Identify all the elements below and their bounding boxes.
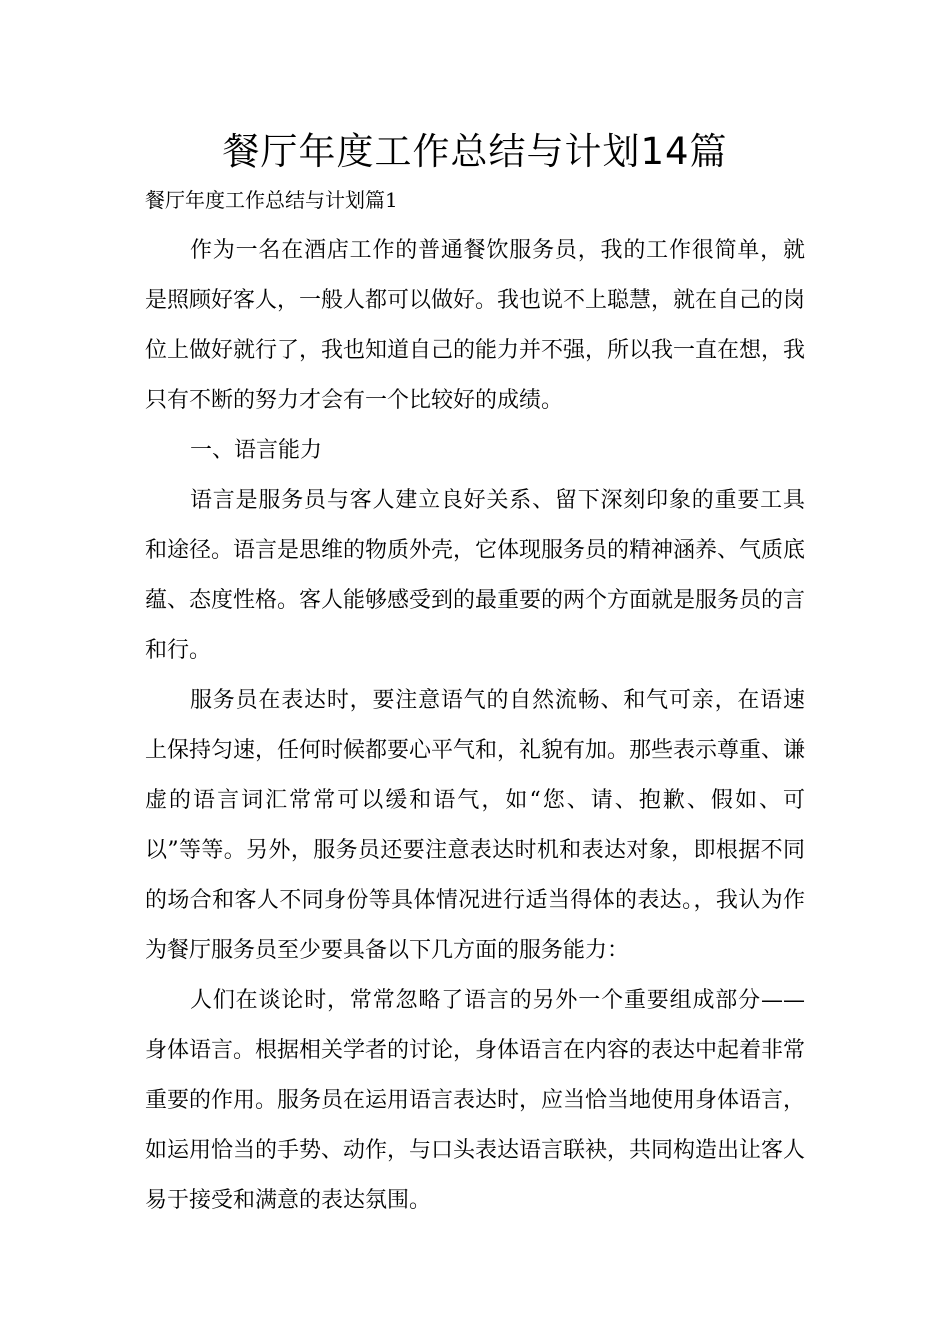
document-title: 餐厅年度工作总结与计划14篇 — [222, 130, 728, 173]
section-heading-language-ability: 一、语言能力 — [190, 438, 323, 463]
paragraph-expression-tone: 服务员在表达时，要注意语气的自然流畅、和气可亲，在语速上保持匀速，任何时候都要心平气和，礼貌有加。那些表示尊重、谦虚的语言词汇常常可以缓和语气，如“您、请、抱歉、假如、可以”等等。另外，服务员还要注意表达时机和表达对象，即根据不同的场合和客人不同身份等具体情况进行适当得体的表达。，我认为作为餐厅服务员至少要具备以下几方面的服务能力： — [145, 688, 806, 963]
document-subtitle: 餐厅年度工作总结与计划篇1 — [145, 188, 398, 212]
document-body — [145, 226, 805, 1226]
paragraph-intro: 作为一名在酒店工作的普通餐饮服务员，我的工作很简单，就是照顾好客人，一般人都可以做好。我也说不上聪慧，就在自己的岗位上做好就行了，我也知道自己的能力并不强，所以我一直在想，我只有不断的努力才会有一个比较好的成绩。 — [145, 238, 806, 413]
paragraph-body-language: 人们在谈论时，常常忽略了语言的另外一个重要组成部分——身体语言。根据相关学者的讨论，身体语言在内容的表达中起着非常重要的作用。服务员在运用语言表达时，应当恰当地使用身体语言，如运用恰当的手势、动作，与口头表达语言联袂，共同构造出让客人易于接受和满意的表达氛围。 — [145, 988, 806, 1213]
paragraph-language-importance: 语言是服务员与客人建立良好关系、留下深刻印象的重要工具和途径。语言是思维的物质外壳，它体现服务员的精神涵养、气质底蕴、态度性格。客人能够感受到的最重要的两个方面就是服务员的言和行。 — [145, 488, 806, 663]
